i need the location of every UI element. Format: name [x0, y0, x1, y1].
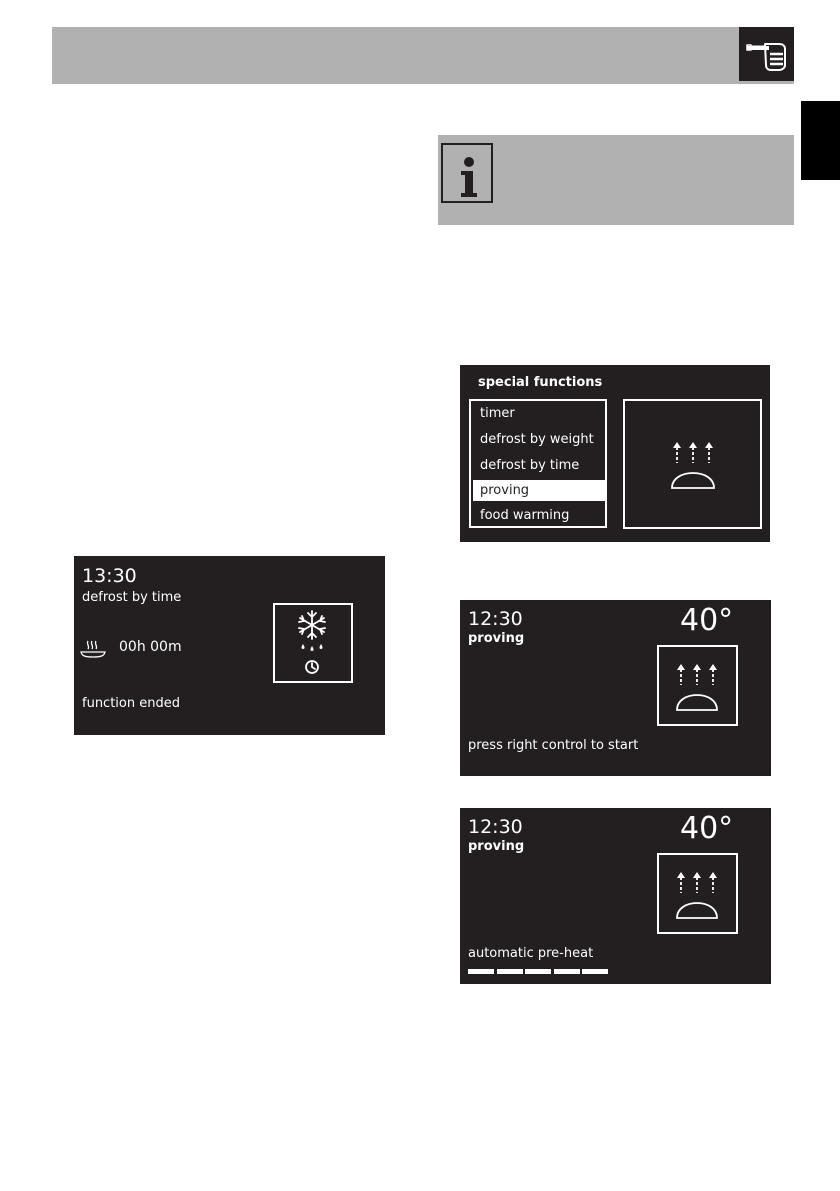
temperature-value: 40°: [680, 603, 734, 638]
duration-value: 00h 00m: [119, 639, 182, 655]
status-text: function ended: [82, 696, 180, 711]
clock-time: 13:30: [82, 565, 137, 587]
proving-icon: [623, 399, 762, 529]
steaming-dish-icon: [79, 639, 107, 663]
progress-segment: [525, 969, 551, 974]
info-note-panel: [438, 135, 794, 225]
menu-item-food-warming[interactable]: food warming: [480, 508, 570, 523]
status-text: automatic pre-heat: [468, 946, 594, 961]
menu-item-timer[interactable]: timer: [480, 406, 515, 421]
header-bar: [52, 27, 794, 84]
proving-preheat-screen: [460, 808, 771, 984]
special-functions-menu: [469, 399, 607, 528]
defrost-snowflake-icon: [273, 603, 353, 683]
special-functions-screen: [460, 365, 770, 542]
status-text: press right control to start: [468, 738, 639, 753]
menu-item-defrost-by-time[interactable]: defrost by time: [480, 458, 580, 473]
progress-segment: [554, 969, 580, 974]
proving-icon: [657, 853, 738, 934]
section-tab: [801, 101, 840, 180]
menu-title: special functions: [478, 375, 603, 390]
info-icon: [441, 143, 493, 203]
function-name: proving: [468, 631, 525, 646]
menu-item-proving[interactable]: proving: [473, 480, 607, 501]
function-name: defrost by time: [82, 590, 182, 605]
pointing-hand-icon: [739, 27, 794, 81]
proving-start-screen: [460, 600, 771, 776]
defrost-by-time-screen: [74, 556, 385, 735]
proving-icon: [657, 645, 738, 726]
progress-segment: [468, 969, 494, 974]
clock-time: 12:30: [468, 816, 523, 838]
temperature-value: 40°: [680, 811, 734, 846]
progress-segment: [582, 969, 608, 974]
clock-time: 12:30: [468, 608, 523, 630]
progress-segment: [497, 969, 523, 974]
menu-item-defrost-by-weight[interactable]: defrost by weight: [480, 432, 594, 447]
function-name: proving: [468, 839, 525, 854]
